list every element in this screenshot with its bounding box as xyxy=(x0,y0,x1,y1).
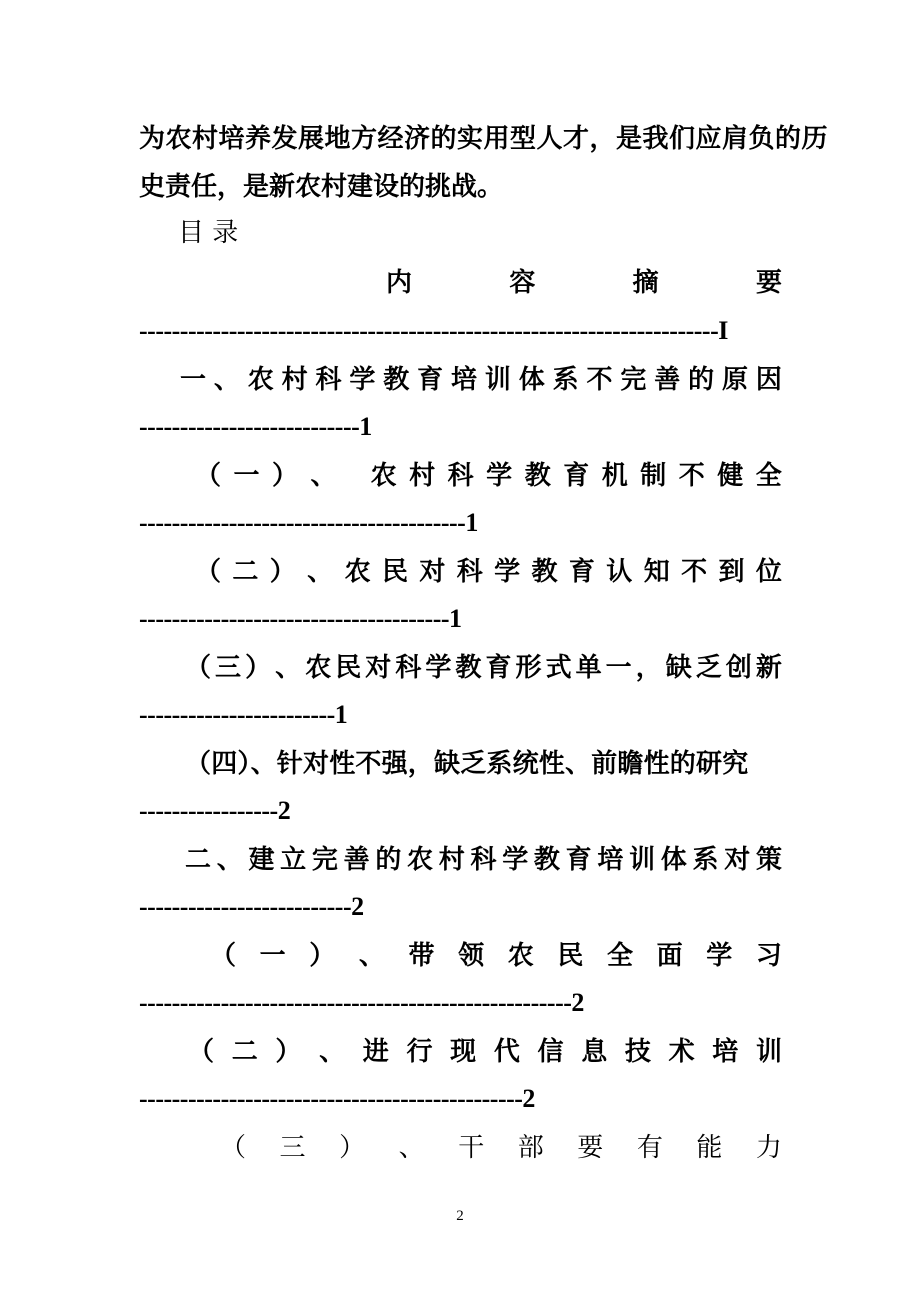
intro-line-2: 史责任，是新农村建设的挑战。 xyxy=(139,172,504,202)
toc-entry-title: 一 、 农 村 科 学 教 育 培 训 体 系 不 完 善 的 原 因 xyxy=(180,365,782,395)
toc-entry-title: （ 一 ） 、 农 村 科 学 教 育 机 制 不 健 全 xyxy=(195,461,782,491)
toc-heading: 目 录 xyxy=(178,218,239,248)
toc-char: 摘 xyxy=(632,268,659,298)
toc-entry-title: 二 、 建 立 完 善 的 农 村 科 学 教 育 培 训 体 系 对 策 xyxy=(185,845,782,875)
toc-entry-title: （ 三 ） 、 干 部 要 有 能 力 xyxy=(220,1133,782,1163)
toc-entry-leader: ------------------------1 xyxy=(139,700,348,729)
toc-entry-leader: -----------------------------------------------2 xyxy=(139,1084,535,1113)
toc-entry-leader: ----------------------------------------1 xyxy=(139,508,478,537)
toc-char: 要 xyxy=(755,268,782,298)
toc-entry-title: （ 二 ） 、 农 民 对 科 学 教 育 认 知 不 到 位 xyxy=(195,557,782,587)
toc-entry-leader: --------------------------------------1 xyxy=(139,604,462,633)
toc-char: 内 xyxy=(386,268,413,298)
toc-entry-leader: -----------------------------------------------------2 xyxy=(139,988,584,1017)
toc-entry-title xyxy=(386,266,782,300)
toc-entry-title: （ 一 ） 、 带 领 农 民 全 面 学 习 xyxy=(210,941,782,971)
page-number: 2 xyxy=(456,1208,464,1224)
intro-line-1: 为农村培养发展地方经济的实用型人才，是我们应肩负的历 xyxy=(139,124,829,154)
toc-entry-leader: -----------------------------------------------------------------------I xyxy=(139,316,728,345)
toc-entry-leader: -----------------2 xyxy=(139,796,291,825)
toc-entry-leader: ---------------------------1 xyxy=(139,412,372,441)
toc-char: 容 xyxy=(509,268,536,298)
toc-entry-leader: --------------------------2 xyxy=(139,892,364,921)
toc-entry-title: （四）、针对性不强，缺乏系统性、前瞻性的研究 xyxy=(185,749,749,779)
toc-entry-title: （ 二 ） 、 进 行 现 代 信 息 技 术 培 训 xyxy=(188,1037,782,1067)
toc-entry-title: （ 三 ） 、 农 民 对 科 学 教 育 形 式 单 一 ， 缺 乏 创 新 xyxy=(185,653,782,683)
